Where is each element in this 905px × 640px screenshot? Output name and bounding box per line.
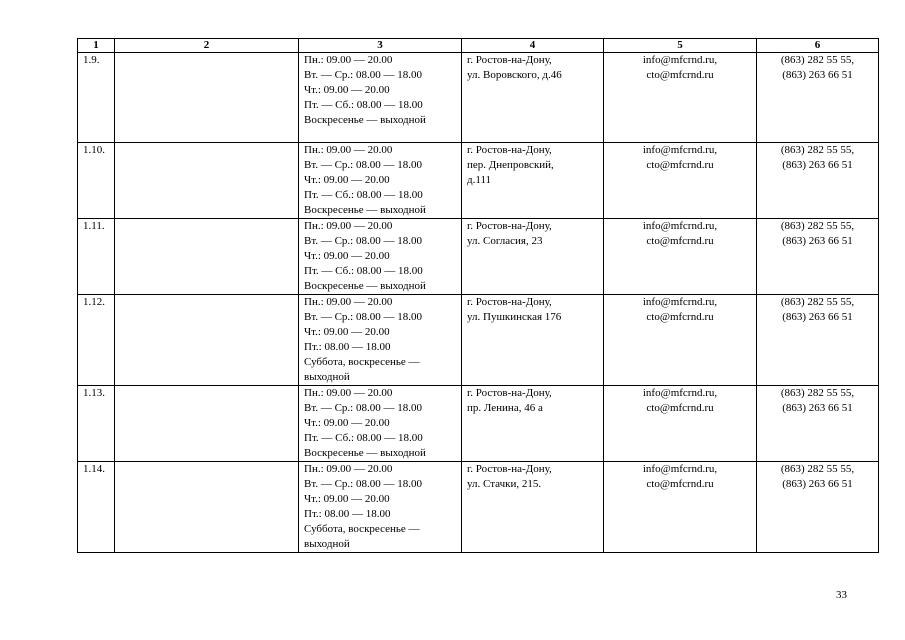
hours-line: Суббота, воскресенье — [304, 356, 420, 368]
table-row [78, 143, 879, 219]
hours-line: Пн.: 09.00 — 20.00 [304, 220, 393, 232]
phone-line: (863) 282 55 55, [780, 144, 855, 156]
hours-cell [299, 295, 462, 386]
header-col-5: 5 [604, 39, 757, 53]
phone-cell [757, 462, 879, 553]
row-number-cell: 1.12. [78, 295, 115, 386]
hours-cell [299, 462, 462, 553]
table-header-row [78, 39, 879, 53]
email-line: info@mfcrnd.ru, [642, 463, 718, 475]
hours-line: Пт.: 08.00 — 18.00 [304, 508, 391, 520]
name-cell [115, 53, 299, 143]
hours-line: Чт.: 09.00 — 20.00 [304, 174, 390, 186]
header-col-4: 4 [462, 39, 604, 53]
hours-line: Пт. — Сб.: 08.00 — 18.00 [304, 189, 423, 201]
email-cell [604, 219, 757, 295]
phone-cell [757, 53, 879, 143]
hours-line: Пн.: 09.00 — 20.00 [304, 144, 393, 156]
offices-table [77, 38, 879, 553]
hours-line: Пн.: 09.00 — 20.00 [304, 463, 393, 475]
hours-line: выходной [304, 371, 350, 383]
email-cell [604, 462, 757, 553]
hours-line: Чт.: 09.00 — 20.00 [304, 84, 390, 96]
email-line: cto@mfcrnd.ru [646, 478, 714, 490]
phone-line: (863) 282 55 55, [780, 387, 855, 399]
phone-line: (863) 282 55 55, [780, 54, 855, 66]
phone-line: (863) 263 66 51 [782, 311, 853, 323]
address-cell [462, 462, 604, 553]
hours-line: Чт.: 09.00 — 20.00 [304, 493, 390, 505]
email-cell [604, 143, 757, 219]
phone-cell [757, 143, 879, 219]
email-cell [604, 386, 757, 462]
phone-line: (863) 282 55 55, [780, 463, 855, 475]
phone-line: (863) 282 55 55, [780, 220, 855, 232]
row-number-cell: 1.13. [78, 386, 115, 462]
name-cell [115, 386, 299, 462]
address-line: г. Ростов-на-Дону, [467, 387, 552, 399]
address-line: пер. Днепровский, [467, 159, 554, 171]
hours-line: Вт. — Ср.: 08.00 — 18.00 [304, 159, 422, 171]
page-number: 33 [836, 589, 847, 601]
email-cell [604, 53, 757, 143]
hours-cell [299, 386, 462, 462]
hours-line: Пт. — Сб.: 08.00 — 18.00 [304, 265, 423, 277]
email-line: info@mfcrnd.ru, [642, 296, 718, 308]
email-line: info@mfcrnd.ru, [642, 144, 718, 156]
email-line: info@mfcrnd.ru, [642, 387, 718, 399]
address-line: г. Ростов-на-Дону, [467, 296, 552, 308]
address-cell [462, 386, 604, 462]
hours-line: Чт.: 09.00 — 20.00 [304, 250, 390, 262]
header-col-2: 2 [115, 39, 299, 53]
table-row [78, 386, 879, 462]
hours-line: Суббота, воскресенье — [304, 523, 420, 535]
address-cell [462, 53, 604, 143]
hours-cell [299, 143, 462, 219]
email-line: cto@mfcrnd.ru [646, 69, 714, 81]
row-number-cell: 1.10. [78, 143, 115, 219]
email-line: cto@mfcrnd.ru [646, 311, 714, 323]
hours-line: Пн.: 09.00 — 20.00 [304, 387, 393, 399]
address-line: д.111 [467, 174, 492, 186]
hours-line: Воскресенье — выходной [304, 204, 426, 216]
hours-line: Чт.: 09.00 — 20.00 [304, 417, 390, 429]
hours-line: Воскресенье — выходной [304, 280, 426, 292]
phone-line: (863) 263 66 51 [782, 235, 853, 247]
name-cell [115, 219, 299, 295]
hours-line: Вт. — Ср.: 08.00 — 18.00 [304, 478, 422, 490]
address-cell [462, 219, 604, 295]
hours-line: Вт. — Ср.: 08.00 — 18.00 [304, 311, 422, 323]
phone-cell [757, 386, 879, 462]
phone-line: (863) 263 66 51 [782, 478, 853, 490]
hours-line: выходной [304, 538, 350, 550]
row-number-cell: 1.11. [78, 219, 115, 295]
hours-line: Вт. — Ср.: 08.00 — 18.00 [304, 69, 422, 81]
address-line: ул. Согласия, 23 [467, 235, 543, 247]
email-line: cto@mfcrnd.ru [646, 235, 714, 247]
hours-line: Пт. — Сб.: 08.00 — 18.00 [304, 99, 423, 111]
hours-line: Вт. — Ср.: 08.00 — 18.00 [304, 402, 422, 414]
email-cell [604, 295, 757, 386]
address-line: г. Ростов-на-Дону, [467, 220, 552, 232]
name-cell [115, 143, 299, 219]
email-line: info@mfcrnd.ru, [642, 220, 718, 232]
email-line: cto@mfcrnd.ru [646, 159, 714, 171]
phone-line: (863) 263 66 51 [782, 69, 853, 81]
name-cell [115, 462, 299, 553]
address-line: г. Ростов-на-Дону, [467, 54, 552, 66]
phone-line: (863) 282 55 55, [780, 296, 855, 308]
table-row [78, 219, 879, 295]
address-line: пр. Ленина, 46 а [467, 402, 543, 414]
address-line: ул. Воровского, д.46 [467, 69, 562, 81]
row-number-cell: 1.9. [78, 53, 115, 143]
hours-line: Воскресенье — выходной [304, 114, 426, 126]
hours-line: Воскресенье — выходной [304, 447, 426, 459]
hours-cell [299, 219, 462, 295]
row-number-cell: 1.14. [78, 462, 115, 553]
address-line: ул. Пушкинская 176 [467, 311, 562, 323]
hours-line: Пт. — Сб.: 08.00 — 18.00 [304, 432, 423, 444]
phone-line: (863) 263 66 51 [782, 402, 853, 414]
name-cell [115, 295, 299, 386]
address-line: г. Ростов-на-Дону, [467, 144, 552, 156]
hours-cell [299, 53, 462, 143]
email-line: cto@mfcrnd.ru [646, 402, 714, 414]
hours-line: Чт.: 09.00 — 20.00 [304, 326, 390, 338]
phone-line: (863) 263 66 51 [782, 159, 853, 171]
phone-cell [757, 295, 879, 386]
phone-cell [757, 219, 879, 295]
header-col-6: 6 [757, 39, 879, 53]
table-row [78, 462, 879, 553]
table-row [78, 53, 879, 143]
header-col-3: 3 [299, 39, 462, 53]
header-col-1: 1 [78, 39, 115, 53]
address-line: г. Ростов-на-Дону, [467, 463, 552, 475]
hours-line: Пт.: 08.00 — 18.00 [304, 341, 391, 353]
address-cell [462, 295, 604, 386]
email-line: info@mfcrnd.ru, [642, 54, 718, 66]
address-cell [462, 143, 604, 219]
hours-line: Пн.: 09.00 — 20.00 [304, 296, 393, 308]
address-line: ул. Стачки, 215. [467, 478, 542, 490]
hours-line: Вт. — Ср.: 08.00 — 18.00 [304, 235, 422, 247]
hours-line: Пн.: 09.00 — 20.00 [304, 54, 393, 66]
table-row [78, 295, 879, 386]
